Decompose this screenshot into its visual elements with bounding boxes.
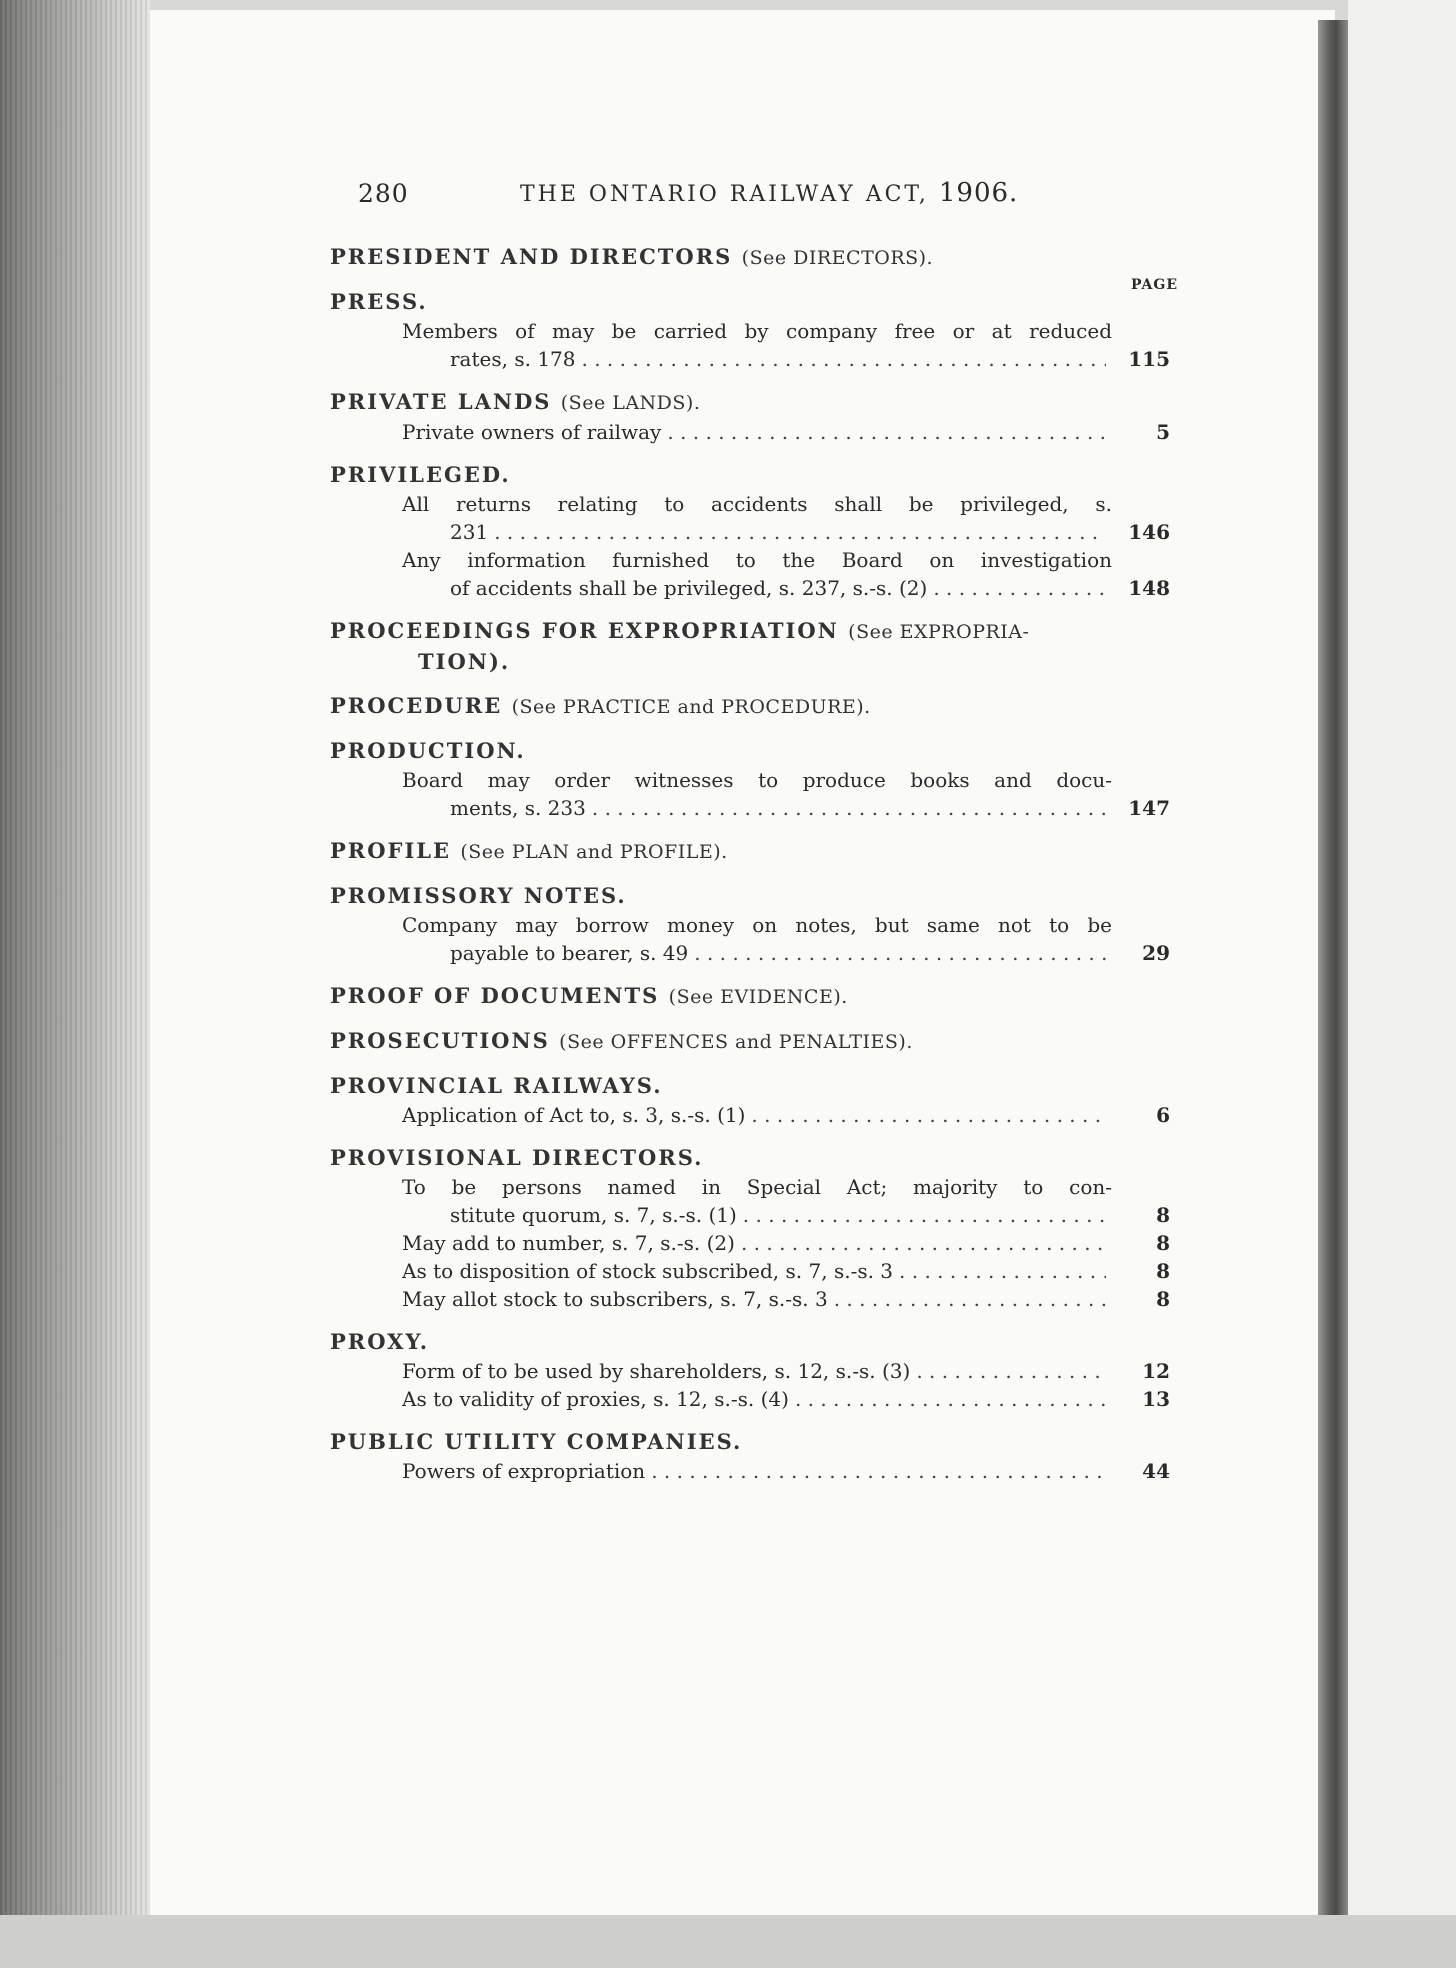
running-title-year: 1906.	[938, 178, 1019, 208]
item-text-line: Any information furnished to the Board on investigation	[402, 548, 1112, 572]
item-reference: Private owners of railway	[402, 420, 662, 444]
entry-heading-text: PROSECUTIONS	[330, 1028, 550, 1053]
item-text-continuation	[402, 574, 1112, 602]
item-reference: May add to number, s. 7, s.-s. (2)	[402, 1231, 735, 1255]
entry-heading-text: PROXY.	[330, 1329, 430, 1354]
entry-heading	[330, 1071, 1170, 1101]
leader-dots	[667, 418, 1106, 446]
see-reference: (See PRACTICE and PROCEDURE).	[511, 696, 871, 718]
index-entry	[330, 691, 1170, 722]
leader-dots	[743, 1201, 1106, 1229]
item-text-line: To be persons named in Special Act; majority to con-	[402, 1175, 1112, 1199]
page-reference: 8	[1156, 1287, 1170, 1311]
item-reference: Form of to be used by shareholders, s. 12, s.-s. (3)	[402, 1359, 911, 1383]
see-reference: (See PLAN and PROFILE).	[460, 841, 728, 863]
item-text-line	[402, 1257, 1112, 1285]
index-entry	[330, 1327, 1170, 1413]
entry-heading	[330, 616, 1170, 647]
index-item	[402, 1385, 1170, 1413]
index-entry	[330, 881, 1170, 967]
page-number: 280	[358, 179, 409, 208]
index-item	[402, 317, 1170, 373]
see-reference: (See LANDS).	[560, 392, 701, 414]
see-reference: (See EVIDENCE).	[668, 986, 848, 1008]
page-reference: 6	[1156, 1103, 1170, 1127]
entry-heading-text: PRIVILEGED.	[330, 462, 511, 487]
item-text-line	[402, 1357, 1112, 1385]
item-text-line	[402, 1285, 1112, 1313]
item-reference: As to validity of proxies, s. 12, s.-s. (4)	[402, 1387, 789, 1411]
index-item	[402, 1173, 1170, 1229]
index-entry	[330, 981, 1170, 1012]
entry-heading-text: PROOF OF DOCUMENTS	[330, 983, 660, 1008]
item-reference: stitute quorum, s. 7, s.-s. (1)	[450, 1203, 737, 1227]
index-item	[402, 1229, 1170, 1257]
entry-heading-continuation: TION).	[418, 649, 511, 674]
leader-dots	[751, 1101, 1106, 1129]
page-reference: 8	[1156, 1231, 1170, 1255]
entry-heading-text: PROCEEDINGS FOR EXPROPRIATION	[330, 618, 839, 643]
running-title	[520, 178, 1018, 210]
entry-heading-text: PROCEDURE	[330, 693, 503, 718]
index-item	[402, 911, 1170, 967]
item-reference: Application of Act to, s. 3, s.-s. (1)	[402, 1103, 746, 1127]
index-entry	[330, 736, 1170, 822]
item-text-line: Company may borrow money on notes, but same not to be	[402, 913, 1112, 937]
entry-heading	[330, 460, 1170, 490]
index-item	[402, 490, 1170, 546]
item-reference: of accidents shall be privileged, s. 237, s.-s. (2)	[450, 576, 928, 600]
leader-dots	[494, 518, 1106, 546]
entry-heading	[330, 242, 1170, 273]
entry-heading	[330, 1327, 1170, 1357]
index-entry	[330, 287, 1170, 373]
item-text-line	[402, 1229, 1112, 1257]
item-reference: May allot stock to subscribers, s. 7, s.-s. 3	[402, 1287, 828, 1311]
index-entry	[330, 242, 1170, 273]
index-content	[330, 178, 1178, 1499]
item-text-line: All returns relating to accidents shall be privileged, s.	[402, 492, 1112, 516]
leader-dots	[582, 345, 1107, 373]
entry-heading-text: PROFILE	[330, 838, 452, 863]
item-text-line	[402, 1385, 1112, 1413]
index-item	[402, 1285, 1170, 1313]
entry-heading	[330, 1427, 1170, 1457]
item-reference: rates, s. 178	[450, 347, 576, 371]
leader-dots	[592, 794, 1106, 822]
item-text-continuation	[402, 518, 1112, 546]
entry-heading	[330, 1026, 1170, 1057]
leader-dots	[694, 939, 1106, 967]
index-item	[402, 1357, 1170, 1385]
index-entry	[330, 1071, 1170, 1129]
item-reference: Powers of expropriation	[402, 1459, 646, 1483]
see-reference: (See EXPROPRIA-	[848, 621, 1030, 643]
entry-heading	[330, 387, 1170, 418]
page-gutter-shadow	[1318, 20, 1348, 1920]
leader-dots	[834, 1285, 1106, 1313]
index-entry	[330, 616, 1170, 677]
entry-heading-text: PROVISIONAL DIRECTORS.	[330, 1145, 704, 1170]
page-column-label: PAGE	[1131, 277, 1178, 293]
page-reference: 147	[1128, 796, 1170, 820]
item-reference: 231	[450, 520, 489, 544]
index-item	[402, 1257, 1170, 1285]
leader-dots	[795, 1385, 1106, 1413]
leader-dots	[916, 1357, 1106, 1385]
entry-heading-text: PUBLIC UTILITY COMPANIES.	[330, 1429, 743, 1454]
entry-heading	[330, 1143, 1170, 1173]
item-reference: ments, s. 233	[450, 796, 586, 820]
entry-heading-text: PROVINCIAL RAILWAYS.	[330, 1073, 663, 1098]
item-reference: As to disposition of stock subscribed, s. 7, s.-s. 3	[402, 1259, 894, 1283]
leader-dots	[651, 1457, 1106, 1485]
index-item	[402, 546, 1170, 602]
item-text-line: Members of may be carried by company free or at reduced	[402, 319, 1112, 343]
page-reference: 5	[1156, 420, 1170, 444]
leader-dots	[741, 1229, 1106, 1257]
entry-heading-text: PRESS.	[330, 289, 428, 314]
index-item	[402, 766, 1170, 822]
entry-heading-text: PRESIDENT AND DIRECTORS	[330, 244, 733, 269]
page-reference: 8	[1156, 1259, 1170, 1283]
leader-dots	[899, 1257, 1106, 1285]
page-reference: 29	[1142, 941, 1170, 965]
item-text-continuation	[402, 1201, 1112, 1229]
entry-heading	[330, 287, 1170, 317]
entry-heading-text: PRIVATE LANDS	[330, 389, 552, 414]
running-title-text: THE ONTARIO RAILWAY ACT,	[520, 182, 929, 207]
scan-bottom-edge	[0, 1915, 1456, 1968]
page-reference: 146	[1128, 520, 1170, 544]
index-entry	[330, 836, 1170, 867]
index-entry	[330, 1427, 1170, 1485]
page-reference: 12	[1142, 1359, 1170, 1383]
book-binding	[0, 0, 150, 1968]
entry-heading	[330, 836, 1170, 867]
item-text-continuation	[402, 345, 1112, 373]
leader-dots	[933, 574, 1106, 602]
entry-heading	[330, 691, 1170, 722]
index-entry	[330, 387, 1170, 446]
entry-heading	[330, 736, 1170, 766]
entry-heading-text: PRODUCTION.	[330, 738, 526, 763]
item-text-continuation	[402, 794, 1112, 822]
see-reference: (See DIRECTORS).	[741, 247, 934, 269]
index-entry	[330, 460, 1170, 602]
page-reference: 115	[1128, 347, 1170, 371]
entry-heading	[330, 881, 1170, 911]
page-reference: 44	[1142, 1459, 1170, 1483]
see-reference: (See OFFENCES and PENALTIES).	[559, 1031, 913, 1053]
index-item	[402, 1457, 1170, 1485]
page-reference: 8	[1156, 1203, 1170, 1227]
item-text-continuation	[402, 939, 1112, 967]
facing-page	[1348, 0, 1456, 1968]
item-text-line: Board may order witnesses to produce books and docu-	[402, 768, 1112, 792]
entry-heading-text: PROMISSORY NOTES.	[330, 883, 627, 908]
index-entry	[330, 1143, 1170, 1313]
index-item	[402, 418, 1170, 446]
index-entry	[330, 1026, 1170, 1057]
entry-heading	[330, 981, 1170, 1012]
item-text-line	[402, 1101, 1112, 1129]
item-reference: payable to bearer, s. 49	[450, 941, 689, 965]
page-reference: 148	[1128, 576, 1170, 600]
index-entries	[330, 242, 1170, 1485]
item-text-line	[402, 418, 1112, 446]
page-reference: 13	[1142, 1387, 1170, 1411]
index-item	[402, 1101, 1170, 1129]
item-text-line	[402, 1457, 1112, 1485]
